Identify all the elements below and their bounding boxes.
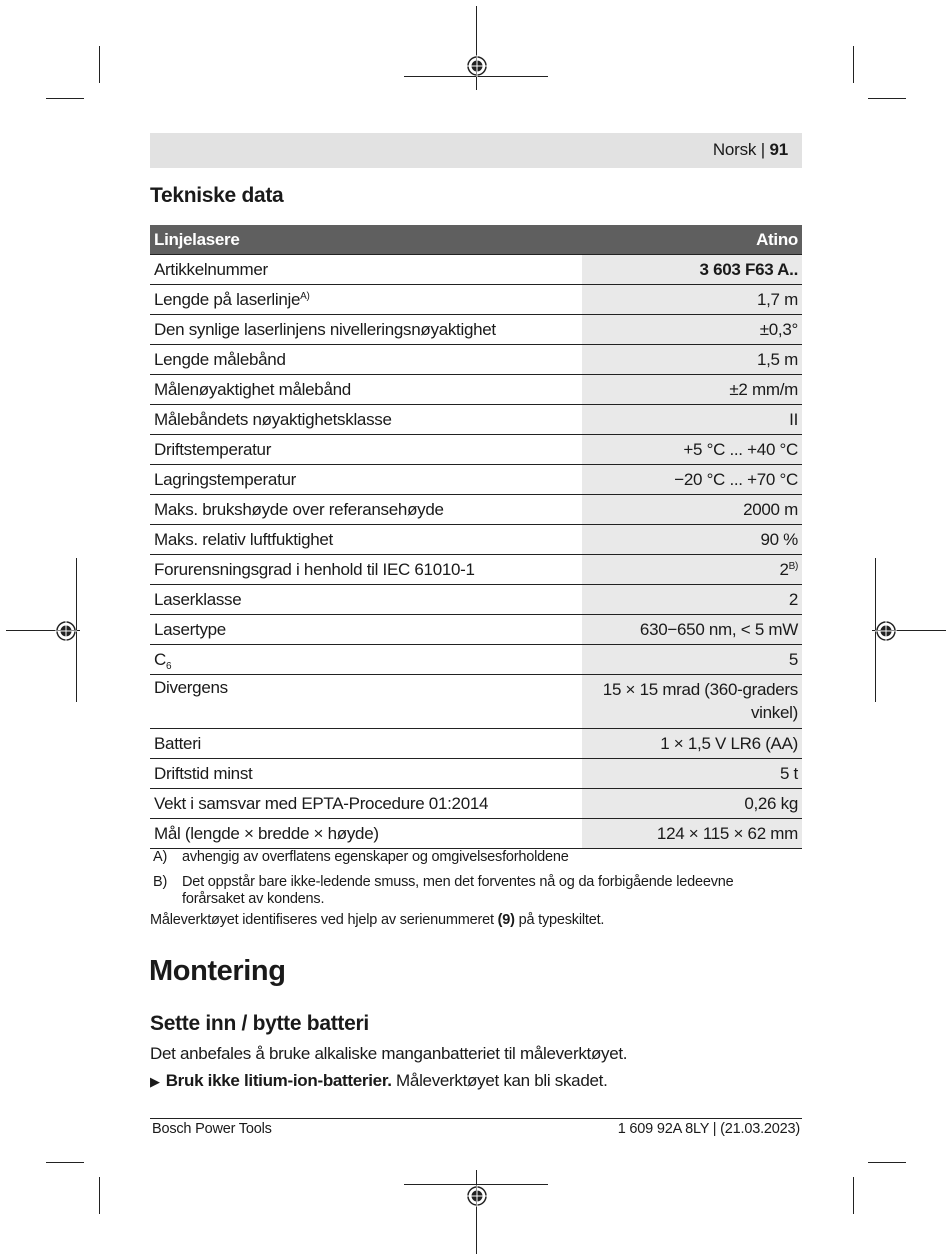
footnote-mark: A) bbox=[153, 849, 168, 865]
row-value: 15 × 15 mrad (360-graders vinkel) bbox=[582, 675, 802, 729]
paragraph: Det anbefales å bruke alkaliske manganbatteriet til måleverktøyet. bbox=[150, 1044, 628, 1063]
row-label: Maks. brukshøyde over referansehøyde bbox=[150, 495, 582, 525]
table-row bbox=[150, 465, 802, 495]
page-number: 91 bbox=[769, 140, 788, 159]
footnote-mark: B) bbox=[153, 874, 168, 890]
table-row bbox=[150, 315, 802, 345]
row-label: $C_6$ bbox=[150, 645, 582, 675]
row-value: 3 603 F63 A.. bbox=[582, 255, 802, 285]
table-header-label: Linjelasere bbox=[150, 225, 582, 255]
table-row bbox=[150, 585, 802, 615]
row-value: 1,5 m bbox=[582, 345, 802, 375]
row-value: ±0,3° bbox=[582, 315, 802, 345]
table-row bbox=[150, 495, 802, 525]
footer-divider bbox=[150, 1118, 802, 1119]
registration-target-icon bbox=[466, 1185, 488, 1207]
row-value: −20 °C ... +70 °C bbox=[582, 465, 802, 495]
row-label: Laserklasse bbox=[150, 585, 582, 615]
registration-target-icon bbox=[55, 620, 77, 642]
row-label: Lagringstemperatur bbox=[150, 465, 582, 495]
row-value: II bbox=[582, 405, 802, 435]
table-row bbox=[150, 675, 802, 729]
warning-bold: Bruk ikke litium-ion-batterier. bbox=[165, 1071, 392, 1090]
table-row bbox=[150, 375, 802, 405]
section-heading-montering: Montering bbox=[149, 955, 286, 987]
footnote-ref: B) bbox=[788, 560, 798, 572]
row-label: Maks. relativ luftfuktighet bbox=[150, 525, 582, 555]
technical-data-table bbox=[150, 225, 802, 849]
section-title: Tekniske data bbox=[150, 184, 284, 207]
row-value: 1 × 1,5 V LR6 (AA) bbox=[582, 729, 802, 759]
row-label: Lasertype bbox=[150, 615, 582, 645]
row-label: Driftstemperatur bbox=[150, 435, 582, 465]
header-text: Norsk | 91 bbox=[712, 140, 788, 159]
registration-target-icon bbox=[466, 55, 488, 77]
table-row bbox=[150, 345, 802, 375]
row-label: Batteri bbox=[150, 729, 582, 759]
bullet-triangle-icon: ▶ bbox=[150, 1074, 160, 1089]
row-value: $2^{B)}$ bbox=[582, 555, 802, 585]
row-label: Målebåndets nøyaktighetsklasse bbox=[150, 405, 582, 435]
table-row bbox=[150, 819, 802, 849]
row-value: +5 °C ... +40 °C bbox=[582, 435, 802, 465]
page-header bbox=[150, 133, 802, 168]
row-label: Målenøyaktighet målebånd bbox=[150, 375, 582, 405]
subscript: 6 bbox=[165, 660, 172, 672]
row-value: 5 t bbox=[582, 759, 802, 789]
table-row bbox=[150, 285, 802, 315]
footnote-ref: A) bbox=[300, 290, 310, 302]
footnote-text: avhengig av overflatens egenskaper og omgivelsesforholdene bbox=[182, 849, 569, 865]
row-label: Den synlige laserlinjens nivelleringsnøyaktighet bbox=[150, 315, 582, 345]
table-row bbox=[150, 525, 802, 555]
row-value: 0,26 kg bbox=[582, 789, 802, 819]
row-label: Lengde målebånd bbox=[150, 345, 582, 375]
table-row bbox=[150, 729, 802, 759]
row-label: Forurensningsgrad i henhold til IEC 61010-1 bbox=[150, 555, 582, 585]
row-label: Driftstid minst bbox=[150, 759, 582, 789]
row-label: Artikkelnummer bbox=[150, 255, 582, 285]
row-label: Vekt i samsvar med EPTA-Procedure 01:2014 bbox=[150, 789, 582, 819]
table-row bbox=[150, 615, 802, 645]
warning-paragraph: ▶ Bruk ikke litium-ion-batterier. Måleverktøyet kan bli skadet. bbox=[150, 1071, 608, 1090]
row-value: 90 % bbox=[582, 525, 802, 555]
registration-target-icon bbox=[875, 620, 897, 642]
row-label: Divergens bbox=[150, 675, 582, 729]
row-value: 630−650 nm, < 5 mW bbox=[582, 615, 802, 645]
row-value: 2000 m bbox=[582, 495, 802, 525]
table-row bbox=[150, 555, 802, 585]
row-value: 5 bbox=[582, 645, 802, 675]
table-row bbox=[150, 405, 802, 435]
footnote-text: Det oppstår bare ikke-ledende smuss, men det forventes nå og da forbigående ledeevne forårsaket av kondens. bbox=[182, 874, 734, 907]
subsection-heading: Sette inn / bytte batteri bbox=[150, 1012, 369, 1035]
row-value: 1,7 m bbox=[582, 285, 802, 315]
footnote-b bbox=[153, 874, 734, 907]
table-row bbox=[150, 645, 802, 675]
footer-doc-number: 1 609 92A 8LY | (21.03.2023) bbox=[617, 1121, 800, 1137]
header-language: Norsk bbox=[712, 140, 757, 159]
row-value: ±2 mm/m bbox=[582, 375, 802, 405]
footer-brand: Bosch Power Tools bbox=[152, 1121, 272, 1137]
row-value: 124 × 115 × 62 mm bbox=[582, 819, 802, 849]
table-header-value: Atino bbox=[582, 225, 802, 255]
identification-note: Måleverktøyet identifiseres ved hjelp av serienummeret (9) på typeskiltet. bbox=[150, 912, 605, 928]
footnote-a bbox=[153, 849, 569, 866]
table-row bbox=[150, 789, 802, 819]
row-label: Mål (lengde × bredde × høyde) bbox=[150, 819, 582, 849]
table-row bbox=[150, 759, 802, 789]
table-row bbox=[150, 255, 802, 285]
row-label: Lengde på laserlinje$^{A)}$ bbox=[150, 285, 582, 315]
reference-number: (9) bbox=[497, 912, 515, 928]
table-row bbox=[150, 435, 802, 465]
table-header-row bbox=[150, 225, 802, 255]
row-value: 2 bbox=[582, 585, 802, 615]
